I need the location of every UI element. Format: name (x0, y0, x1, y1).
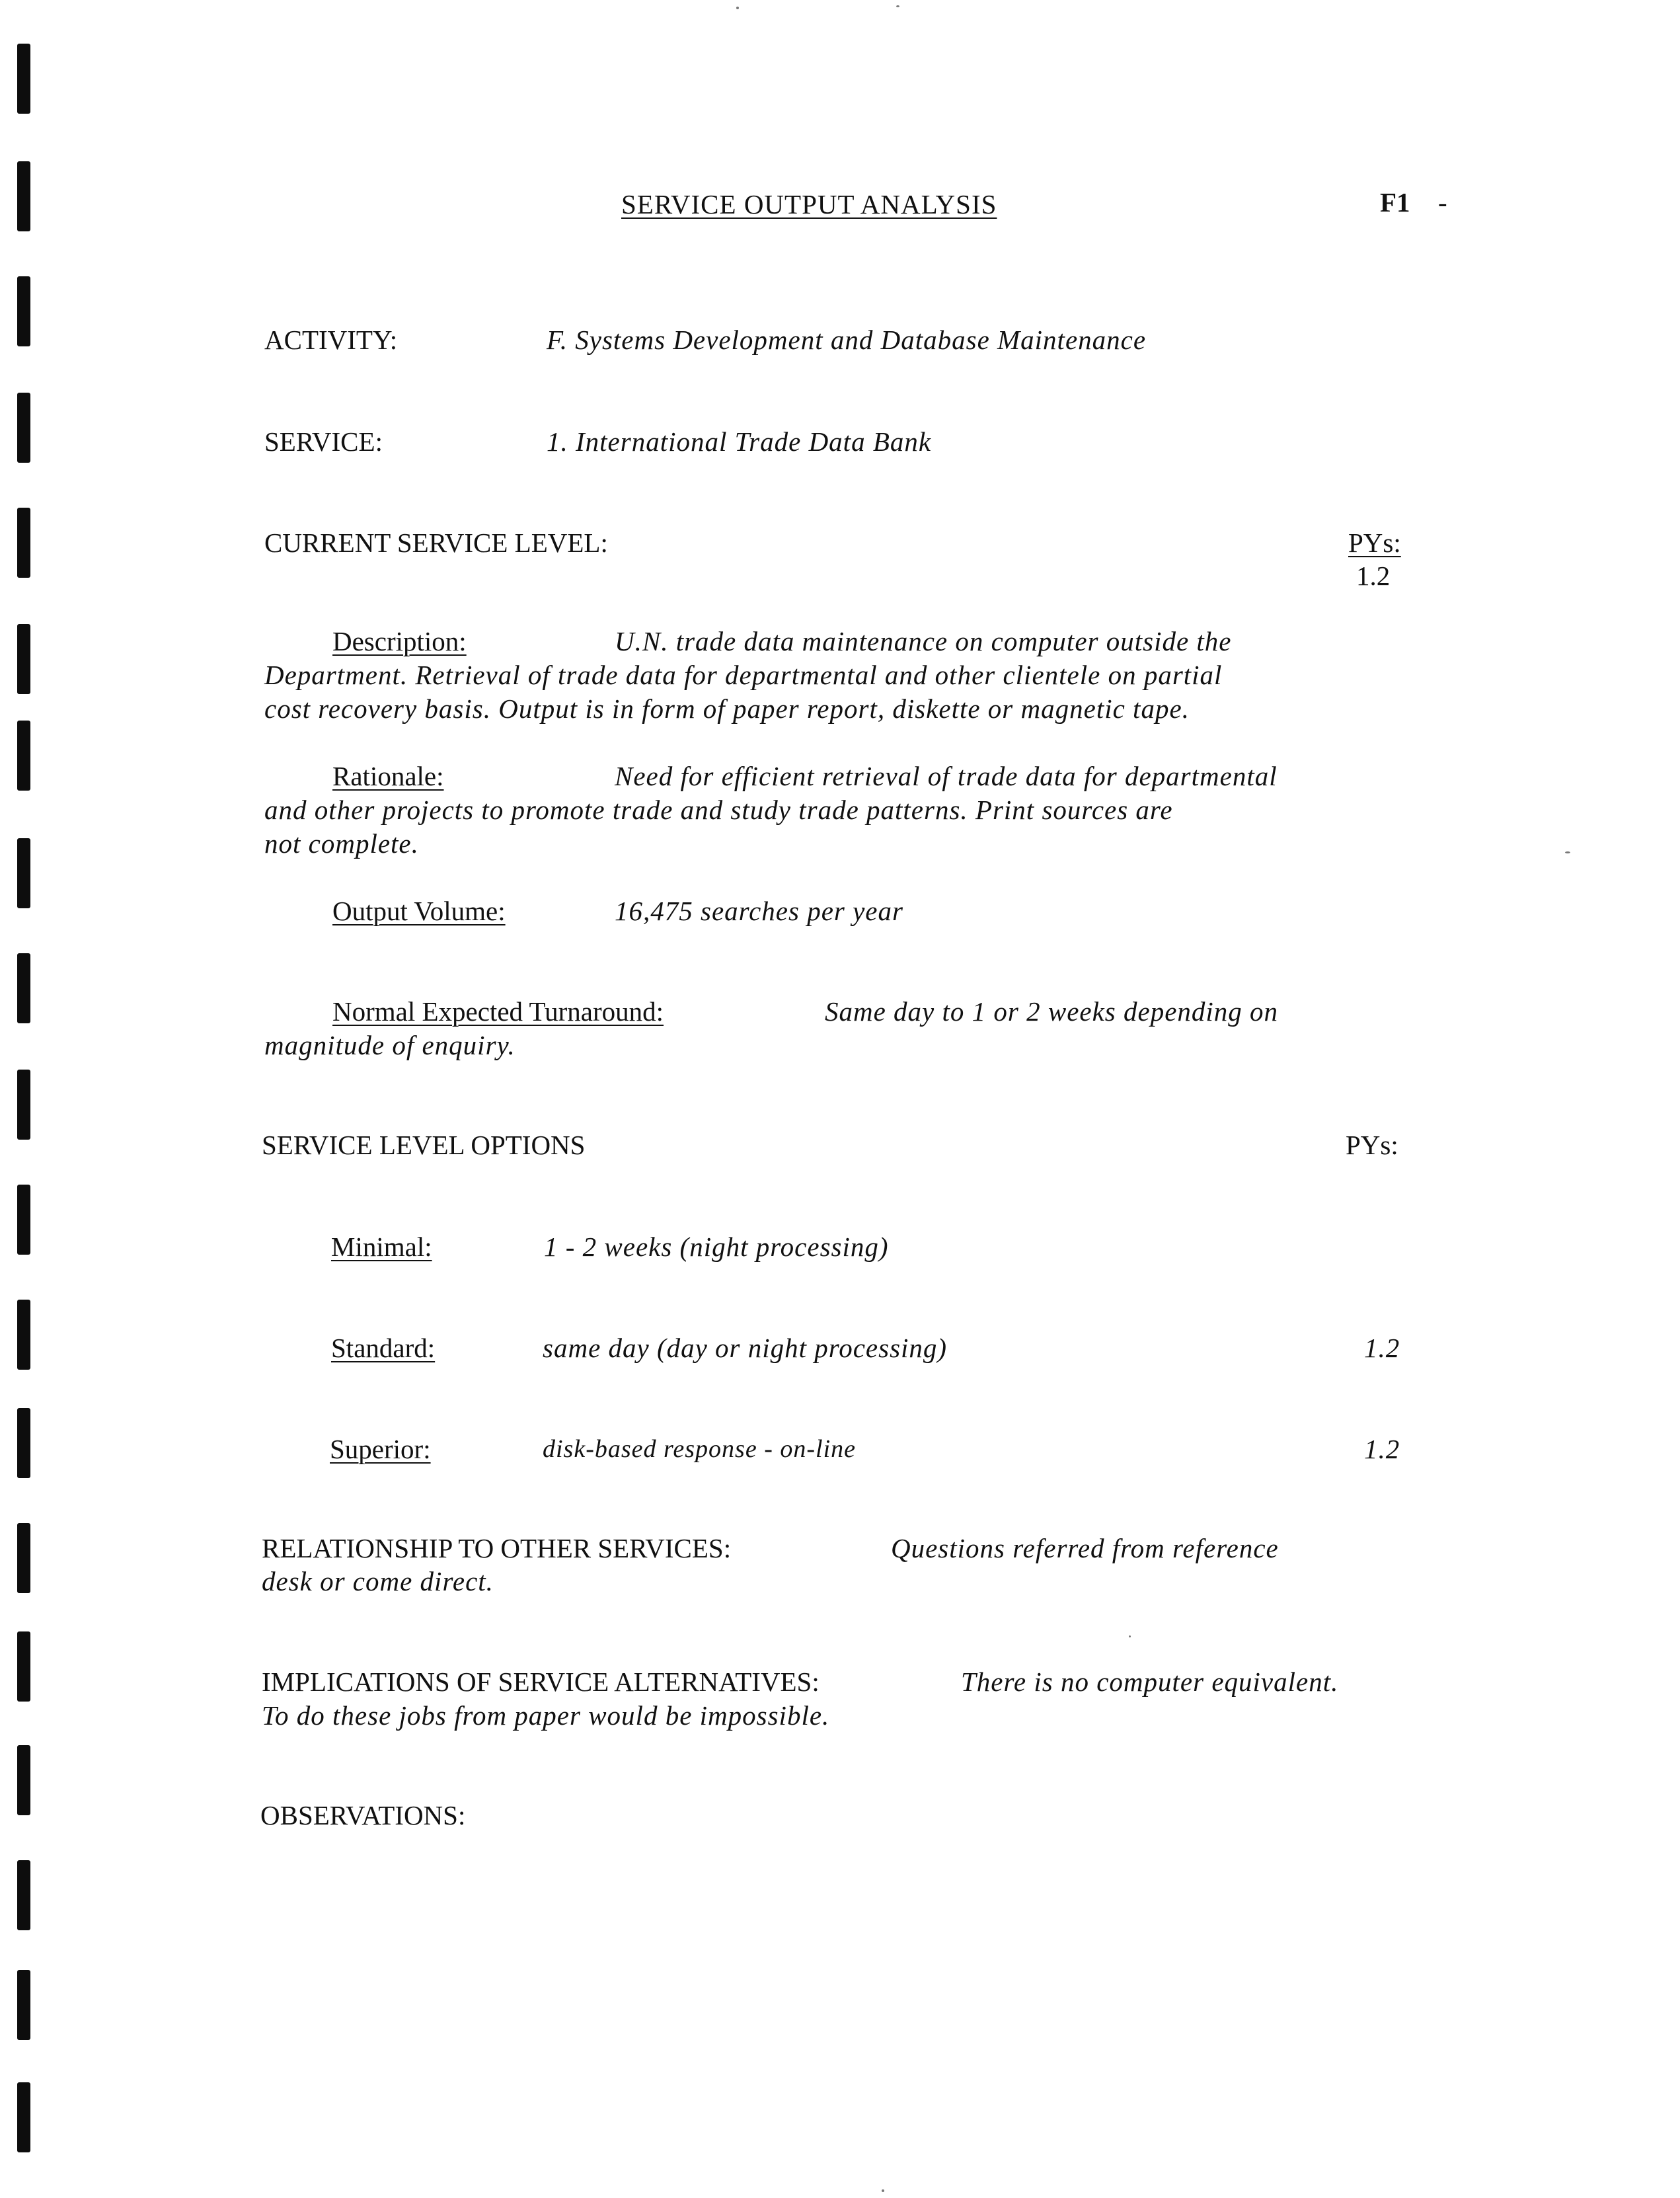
binder-hole (17, 1745, 30, 1815)
service-level-options-label: SERVICE LEVEL OPTIONS (262, 1130, 586, 1160)
rationale-line-1: Need for efficient retrieval of trade data for departmental (615, 761, 1278, 791)
binder-hole (17, 1970, 30, 2040)
option-minimal-label: Minimal: (331, 1232, 432, 1262)
description-line-3: cost recovery basis. Output is in form of paper report, diskette or magnetic tape. (264, 693, 1190, 724)
binder-hole (17, 2082, 30, 2152)
output-volume-value: 16,475 searches per year (615, 896, 903, 926)
binder-hole (17, 1523, 30, 1593)
rationale-label: Rationale: (332, 761, 444, 791)
activity-label: ACTIVITY: (264, 325, 398, 355)
page-title: SERVICE OUTPUT ANALYSIS (621, 189, 997, 219)
binder-hole (17, 508, 30, 578)
rationale-line-3: not complete. (264, 828, 419, 859)
implications-line-1: There is no computer equivalent. (961, 1667, 1339, 1697)
binder-hole (17, 44, 30, 114)
description-line-1: U.N. trade data maintenance on computer outside the (615, 626, 1232, 656)
scan-speck (896, 5, 899, 7)
option-minimal-value: 1 - 2 weeks (night processing) (544, 1232, 889, 1262)
binder-hole (17, 1070, 30, 1140)
service-value: 1. International Trade Data Bank (547, 426, 932, 457)
current-pys-value: 1.2 (1356, 561, 1391, 591)
binder-hole (17, 276, 30, 346)
relationship-line-1: Questions referred from reference (891, 1533, 1279, 1563)
option-superior-label: Superior: (330, 1434, 431, 1464)
binder-hole (17, 624, 30, 694)
binder-hole (17, 953, 30, 1023)
binder-hole (17, 1408, 30, 1478)
turnaround-line-2: magnitude of enquiry. (264, 1030, 515, 1060)
binder-hole (17, 721, 30, 791)
relationship-label: RELATIONSHIP TO OTHER SERVICES: (262, 1533, 732, 1563)
scan-speck (1129, 1635, 1131, 1637)
current-service-level-label: CURRENT SERVICE LEVEL: (264, 528, 608, 558)
observations-label: OBSERVATIONS: (260, 1800, 466, 1830)
option-standard-value: same day (day or night processing) (543, 1333, 948, 1363)
rationale-line-2: and other projects to promote trade and study trade patterns. Print sources are (264, 795, 1173, 825)
activity-value: F. Systems Development and Database Maintenance (547, 325, 1147, 355)
implications-line-2: To do these jobs from paper would be impossible. (262, 1700, 830, 1731)
option-standard-label: Standard: (331, 1333, 436, 1363)
binder-hole (17, 838, 30, 908)
scan-speck (1565, 851, 1570, 853)
binder-hole (17, 161, 30, 231)
description-label: Description: (332, 626, 467, 656)
option-standard-pys: 1.2 (1364, 1333, 1400, 1363)
binder-hole (17, 393, 30, 463)
scan-speck (736, 7, 739, 9)
output-volume-label: Output Volume: (332, 896, 506, 926)
binder-hole (17, 1631, 30, 1702)
relationship-line-2: desk or come direct. (262, 1566, 494, 1596)
binder-hole (17, 1860, 30, 1930)
scan-speck (882, 2189, 884, 2192)
page-code: F1 (1380, 187, 1410, 217)
header-dash: - (1438, 187, 1447, 217)
binder-hole (17, 1300, 30, 1370)
implications-label: IMPLICATIONS OF SERVICE ALTERNATIVES: (262, 1667, 820, 1697)
option-superior-pys: 1.2 (1364, 1434, 1400, 1464)
binder-hole (17, 1185, 30, 1255)
options-pys-label: PYs: (1346, 1130, 1398, 1160)
turnaround-label: Normal Expected Turnaround: (332, 996, 664, 1027)
option-superior-value: disk-based response - on-line (543, 1435, 856, 1463)
description-line-2: Department. Retrieval of trade data for departmental and other clientele on partial (264, 660, 1223, 690)
current-pys-label: PYs: (1348, 528, 1401, 558)
service-label: SERVICE: (264, 426, 383, 457)
turnaround-line-1: Same day to 1 or 2 weeks depending on (825, 996, 1279, 1027)
